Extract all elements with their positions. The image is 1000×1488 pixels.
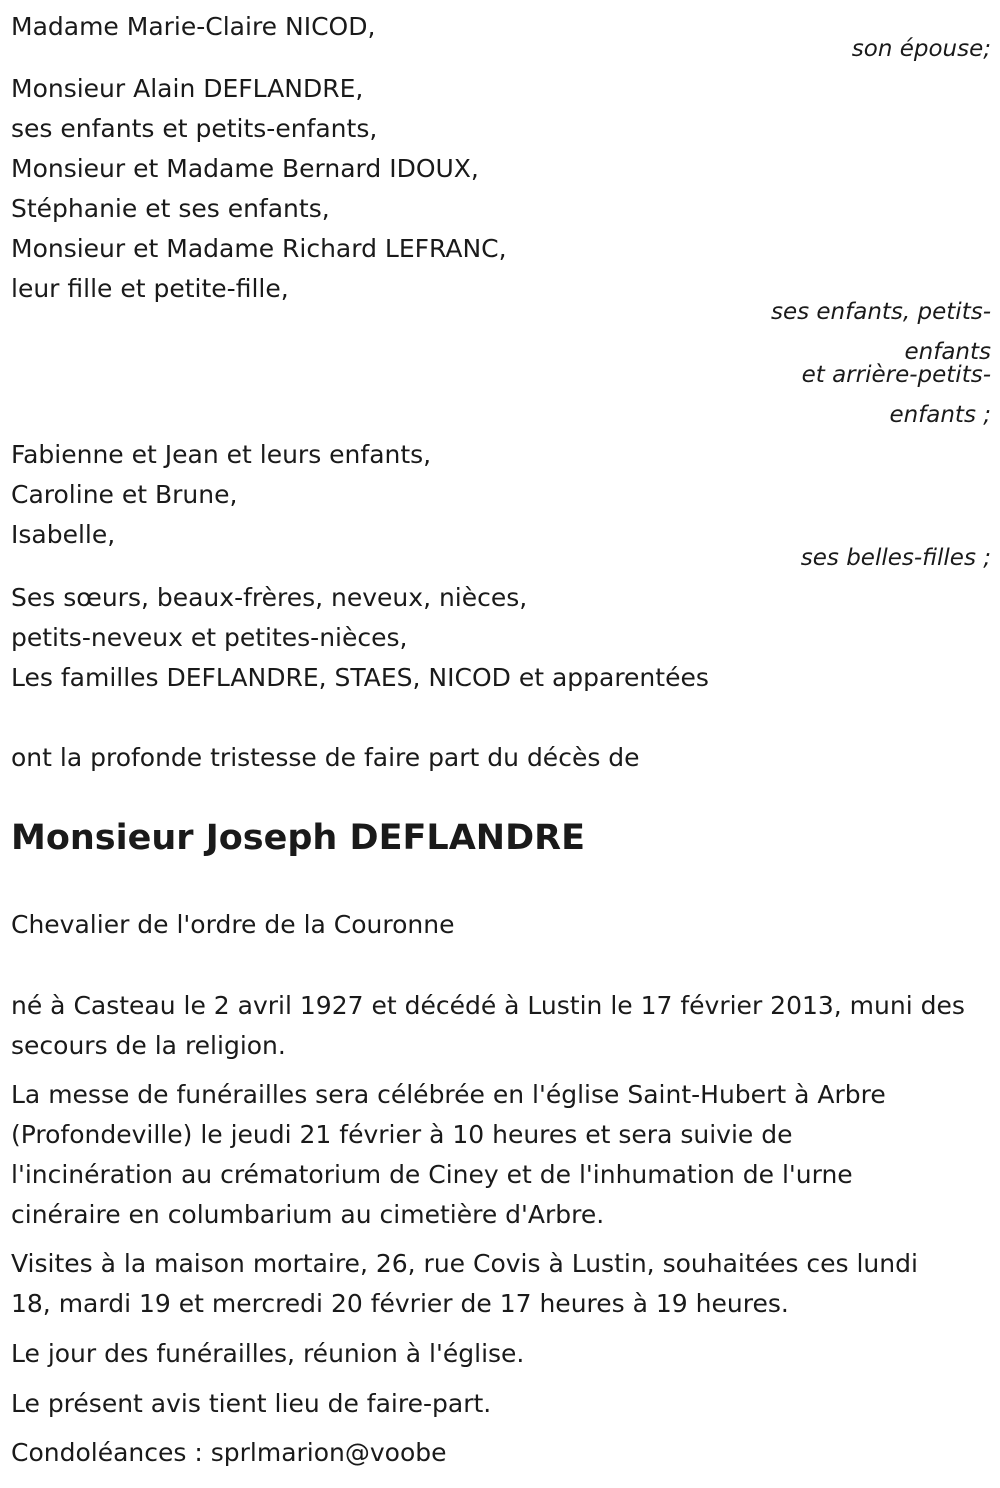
birth-death-line: secours de la religion. [11, 1031, 286, 1060]
relatives-line: Ses sœurs, beaux-frères, neveux, nièces, [11, 583, 528, 612]
children-line: ses enfants et petits-enfants, [11, 114, 378, 143]
visits-line: Visites à la maison mortaire, 26, rue Covis à Lustin, souhaitées ces lundi [11, 1249, 918, 1278]
children-line: Monsieur Alain DEFLANDRE, [11, 74, 364, 103]
daughter-in-law-line: Fabienne et Jean et leurs enfants, [11, 440, 432, 469]
deceased-name: Monsieur Joseph DEFLANDRE [11, 818, 585, 858]
relatives-line: Les familles DEFLANDRE, STAES, NICOD et apparentées [11, 663, 709, 692]
announcement-text: ont la profonde tristesse de faire part du décès de [11, 743, 640, 772]
honorific-title: Chevalier de l'ordre de la Couronne [11, 910, 455, 939]
funeral-mass-line: l'incinération au crématorium de Ciney et de l'inhumation de l'urne [11, 1160, 853, 1189]
daughter-in-law-line: Isabelle, [11, 520, 116, 549]
spouse-line: Madame Marie-Claire NICOD, [11, 12, 376, 41]
birth-death-line: né à Casteau le 2 avril 1927 et décédé à Lustin le 17 février 2013, muni des [11, 991, 965, 1020]
children-role-line: enfants ; [889, 402, 991, 428]
funeral-mass-line: La messe de funérailles sera célébrée en l'église Saint-Hubert à Arbre [11, 1080, 886, 1109]
children-role-line: et arrière-petits- [801, 362, 991, 388]
daughters-in-law-role: ses belles-filles ; [800, 545, 991, 571]
daughter-in-law-line: Caroline et Brune, [11, 480, 238, 509]
meeting-line: Le jour des funérailles, réunion à l'église. [11, 1339, 525, 1368]
children-line: Monsieur et Madame Bernard IDOUX, [11, 154, 479, 183]
relatives-line: petits-neveux et petites-nièces, [11, 623, 408, 652]
spouse-role: son épouse; [851, 36, 991, 62]
visits-line: 18, mardi 19 et mercredi 20 février de 17 heures à 19 heures. [11, 1289, 789, 1318]
children-role-line: ses enfants, petits- [770, 299, 991, 325]
funeral-mass-line: cinéraire en columbarium au cimetière d'Arbre. [11, 1200, 605, 1229]
funeral-mass-line: (Profondeville) le jeudi 21 février à 10 heures et sera suivie de [11, 1120, 793, 1149]
children-line: Stéphanie et ses enfants, [11, 194, 330, 223]
children-line: leur fille et petite-fille, [11, 274, 289, 303]
condolences-line: Condoléances : sprlmarion@voobe [11, 1438, 447, 1467]
children-role-line: enfants [904, 339, 991, 365]
notice-line: Le présent avis tient lieu de faire-part. [11, 1389, 492, 1418]
children-line: Monsieur et Madame Richard LEFRANC, [11, 234, 507, 263]
